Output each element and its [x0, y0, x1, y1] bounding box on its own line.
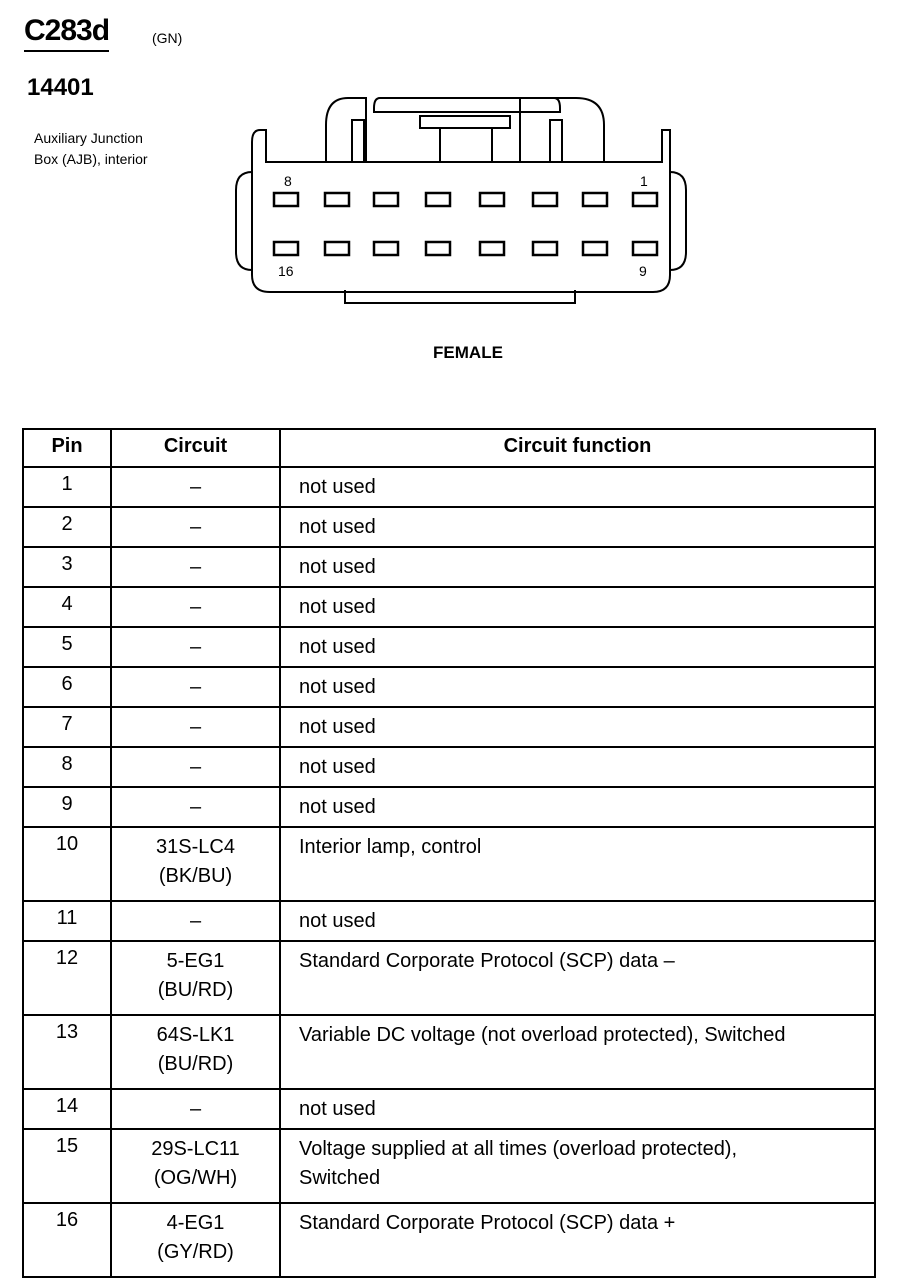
circuit-function-text: not used: [299, 796, 376, 818]
circuit-id: –: [189, 716, 202, 738]
circuit-function-text: not used: [299, 636, 376, 658]
connector-face-diagram: [230, 90, 700, 310]
pin-cavity-14: [374, 242, 398, 255]
circuit-function-text: Voltage supplied at all times (overload protected),: [299, 1138, 738, 1160]
circuit-function-cell: [280, 941, 875, 1015]
circuit-cell: [111, 1089, 280, 1129]
circuit-id: –: [189, 796, 202, 818]
connector-right-bulge: [670, 172, 686, 270]
pin-number: 1: [23, 467, 111, 507]
connector-color-code: (GN): [152, 30, 183, 46]
pin-number: 13: [23, 1015, 111, 1089]
circuit-function-text: Interior lamp, control: [299, 836, 482, 858]
circuit-id: –: [189, 556, 202, 578]
table-row: [23, 1089, 875, 1129]
pin-label-8: 8: [284, 173, 292, 189]
circuit-cell: [111, 507, 280, 547]
circuit-wire-color: (OG/WH): [153, 1167, 238, 1189]
circuit-wire-color: (BK/BU): [158, 865, 233, 887]
table-row: [23, 467, 875, 507]
pin-cavity-11: [533, 242, 557, 255]
pin-cavity-7: [325, 193, 349, 206]
circuit-function-text: not used: [299, 556, 376, 578]
pinout-table: [22, 428, 876, 1278]
circuit-function-cell: [280, 787, 875, 827]
circuit-wire-color: (BU/RD): [157, 1053, 234, 1075]
circuit-id: 64S-LK1: [156, 1024, 235, 1046]
pin-number: 2: [23, 507, 111, 547]
pin-cavity-10: [583, 242, 607, 255]
circuit-id: –: [189, 676, 202, 698]
pin-number: 6: [23, 667, 111, 707]
pin-number: 9: [23, 787, 111, 827]
circuit-cell: [111, 627, 280, 667]
pin-number: 15: [23, 1129, 111, 1203]
circuit-id: –: [189, 910, 202, 932]
pin-cavity-3: [533, 193, 557, 206]
circuit-function-cell: [280, 827, 875, 901]
circuit-cell: [111, 547, 280, 587]
location-line-2: Box (AJB), interior: [34, 151, 148, 167]
pin-number: 10: [23, 827, 111, 901]
circuit-id: –: [189, 516, 202, 538]
pinout-table-header: [23, 429, 875, 467]
table-row: [23, 787, 875, 827]
pin-number: 7: [23, 707, 111, 747]
circuit-function-text: Switched: [299, 1167, 381, 1189]
pinout-table-body: [23, 467, 875, 1277]
pin-number: 12: [23, 941, 111, 1015]
circuit-cell: [111, 1203, 280, 1277]
circuit-function-cell: [280, 747, 875, 787]
pin-label-9: 9: [639, 263, 647, 279]
pin-cavity-15: [325, 242, 349, 255]
pin-number: 8: [23, 747, 111, 787]
table-row: [23, 901, 875, 941]
circuit-cell: [111, 941, 280, 1015]
circuit-function-cell: [280, 707, 875, 747]
connector-location: [34, 128, 194, 170]
circuit-wire-color: (BU/RD): [157, 979, 234, 1001]
circuit-function-text: not used: [299, 910, 376, 932]
header-pin: Pin: [23, 429, 111, 467]
circuit-id: –: [189, 1098, 202, 1120]
pin-cavity-13: [426, 242, 450, 255]
circuit-function-cell: [280, 1203, 875, 1277]
circuit-id: –: [189, 476, 202, 498]
circuit-function-cell: [280, 1089, 875, 1129]
part-number: 14401: [27, 74, 94, 101]
circuit-cell: [111, 1129, 280, 1203]
pin-number: 3: [23, 547, 111, 587]
circuit-id: 29S-LC11: [151, 1138, 240, 1160]
table-row: [23, 827, 875, 901]
circuit-function-text: not used: [299, 516, 376, 538]
circuit-function-text: Variable DC voltage (not overload protected), Switched: [299, 1024, 786, 1046]
circuit-cell: [111, 467, 280, 507]
circuit-function-cell: [280, 1015, 875, 1089]
header-circuit-function: Circuit function: [280, 429, 875, 467]
pin-number: 16: [23, 1203, 111, 1277]
circuit-function-cell: [280, 1129, 875, 1203]
circuit-function-text: not used: [299, 676, 376, 698]
pin-label-16: 16: [278, 263, 294, 279]
circuit-function-cell: [280, 587, 875, 627]
circuit-function-text: not used: [299, 716, 376, 738]
circuit-cell: [111, 787, 280, 827]
circuit-cell: [111, 901, 280, 941]
circuit-function-text: not used: [299, 756, 376, 778]
table-row: [23, 707, 875, 747]
circuit-function-text: not used: [299, 1098, 376, 1120]
table-row: [23, 547, 875, 587]
pin-cavity-6: [374, 193, 398, 206]
pin-label-1: 1: [640, 173, 648, 189]
pin-cavity-1: [633, 193, 657, 206]
pin-cavity-8: [274, 193, 298, 206]
table-row: [23, 941, 875, 1015]
pin-cavity-4: [480, 193, 504, 206]
pin-cavity-9: [633, 242, 657, 255]
table-row: [23, 627, 875, 667]
connector-right-slot: [550, 120, 562, 162]
connector-key-cap: [420, 116, 510, 128]
circuit-cell: [111, 827, 280, 901]
table-row: [23, 587, 875, 627]
circuit-cell: [111, 587, 280, 627]
header-circuit: Circuit: [111, 429, 280, 467]
circuit-wire-color: (GY/RD): [157, 1241, 234, 1263]
circuit-function-cell: [280, 667, 875, 707]
circuit-cell: [111, 1015, 280, 1089]
connector-key: [440, 128, 492, 162]
table-row: [23, 507, 875, 547]
pin-cavity-5: [426, 193, 450, 206]
circuit-function-cell: [280, 507, 875, 547]
pin-cavity-16: [274, 242, 298, 255]
connector-left-bulge: [236, 172, 252, 270]
circuit-id: 31S-LC4: [156, 836, 235, 858]
connector-view-label: FEMALE: [433, 343, 503, 362]
circuit-function-cell: [280, 547, 875, 587]
table-row: [23, 667, 875, 707]
circuit-function-text: not used: [299, 596, 376, 618]
pin-cavity-12: [480, 242, 504, 255]
connector-left-slot: [352, 120, 364, 162]
pin-number: 14: [23, 1089, 111, 1129]
table-row: [23, 1129, 875, 1203]
circuit-function-cell: [280, 467, 875, 507]
circuit-function-text: Standard Corporate Protocol (SCP) data +: [299, 1212, 676, 1234]
circuit-function-cell: [280, 901, 875, 941]
circuit-cell: [111, 707, 280, 747]
connector-top-bar: [374, 98, 560, 112]
circuit-cell: [111, 667, 280, 707]
circuit-id: –: [189, 596, 202, 618]
table-row: [23, 1015, 875, 1089]
connector-id: C283d: [24, 14, 109, 52]
circuit-id: 5-EG1: [166, 950, 225, 972]
table-row: [23, 747, 875, 787]
pin-number: 11: [23, 901, 111, 941]
circuit-id: –: [189, 756, 202, 778]
pin-number: 5: [23, 627, 111, 667]
circuit-id: –: [189, 636, 202, 658]
circuit-function-text: not used: [299, 476, 376, 498]
pin-cavity-2: [583, 193, 607, 206]
circuit-cell: [111, 747, 280, 787]
pin-number: 4: [23, 587, 111, 627]
circuit-function-text: Standard Corporate Protocol (SCP) data –: [299, 950, 675, 972]
location-line-1: Auxiliary Junction: [34, 130, 143, 146]
table-row: [23, 1203, 875, 1277]
circuit-id: 4-EG1: [166, 1212, 225, 1234]
pin-cavities: [274, 193, 657, 255]
circuit-function-cell: [280, 627, 875, 667]
